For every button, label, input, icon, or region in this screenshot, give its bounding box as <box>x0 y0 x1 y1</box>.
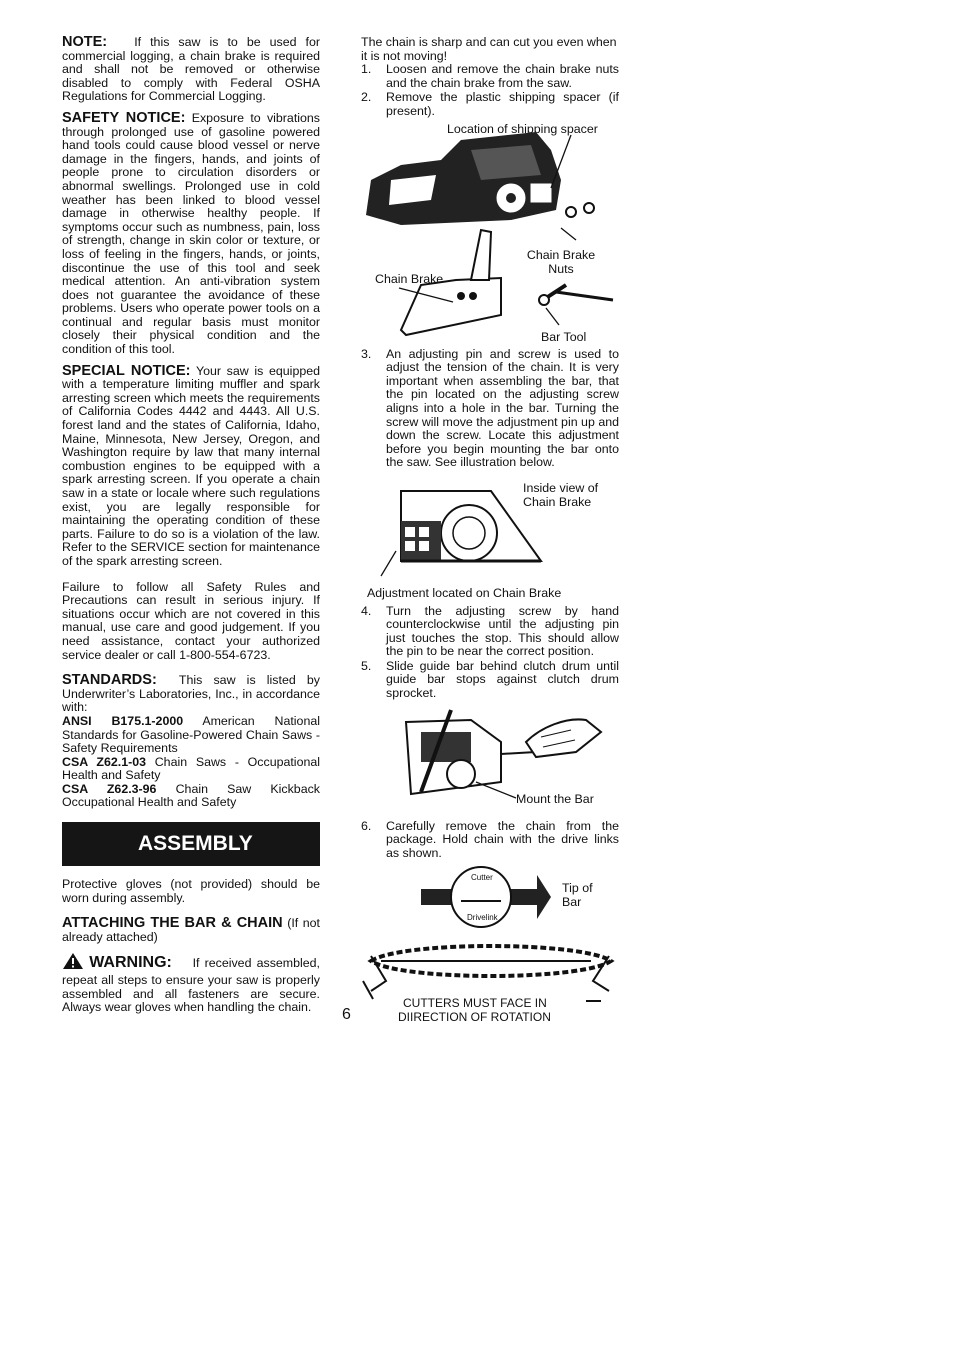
steps-list-a <box>361 63 619 118</box>
attaching-heading: ATTACHING THE BAR & CHAIN <box>62 915 283 932</box>
chain-brake-figure <box>361 120 619 348</box>
step-item: 3. An adjusting pin and screw is used to adjust the tension of the chain. It is very important when assembling the bar, that the pin located on the adjusting screw aligns into a hole in the bar. Turning the screw will move the adjustment pin up and down the screw. Locate this adjustment before you begin mounting the bar onto the saw. See illustration below. <box>361 346 619 470</box>
chain-brake-nuts-label: Chain Brake Nuts <box>526 247 596 276</box>
chain-brake-label: Chain Brake <box>375 271 444 286</box>
chainsaw-illustration <box>361 120 619 348</box>
step-item: 4. Turn the adjusting screw by hand counterclockwise until the adjusting pin just touches the stop. This should allow the pin to be near the correct position. <box>361 603 619 659</box>
assembly-banner <box>62 822 320 866</box>
standard-item <box>62 783 320 810</box>
shipping-spacer-label: Location of shipping spacer <box>447 121 598 136</box>
assembly-title: ASSEMBLY <box>138 832 253 856</box>
mount-bar-label: Mount the Bar <box>516 791 594 806</box>
safety-notice-text: Exposure to vibrations through prolonged use of gasoline powered hand tools could cause blood vessel or nerve damage in the fingers, hands, and joints of people prone to circulation disorders or abnormal swellings. Prolonged use in cold weather has been linked to blood vessel damage in otherwise healthy people. If symptoms occur such as numbness, pain, loss of strength, change in skin color or texture, or loss of feeling in the fingers, hands, or joints, discontinue the use of this tool and seek medical attention. An anti-vibration system does not guarantee the avoidance of these problems. Users who operate power tools on a continual and regular basis must monitor closely their physical condition and the condition of this tool. <box>62 110 320 357</box>
standard-item <box>62 756 320 783</box>
attaching-paragraph <box>62 917 320 944</box>
chain-direction-figure <box>361 861 619 1029</box>
note-paragraph <box>62 36 320 104</box>
special-notice-text: Your saw is equipped with a temperature limiting muffler and spark arresting screen which meets the requirements of California Codes 4442 and 4443. All U.S. forest land and the states of California, Idaho, Maine, Minnesota, New Jersey, Oregon, and Washington require by law that many internal combustion engines to be equipped with a spark arresting screen. If you operate a chain saw in a state or locale where such regulations exist, you are legally responsible for maintaining the operating condition of these parts. Failure to do so is a violation of the law. Refer to the SERVICE section for maintenance of the spark arresting screen. <box>62 363 321 568</box>
special-notice-heading: SPECIAL NOTICE: <box>62 362 191 379</box>
cutters-face-line2: DIIRECTION OF ROTATION <box>398 1010 551 1025</box>
steps-list-c <box>361 605 619 701</box>
left-column <box>62 36 320 1023</box>
standard-code: CSA Z62.3-96 <box>62 781 157 796</box>
mount-bar-figure <box>361 702 619 810</box>
warning-triangle-icon <box>62 952 84 974</box>
standard-text: American National Standards for Gasoline-Powered Chain Saws - Safety Requirements <box>62 713 320 756</box>
tip-of-bar-label: Tip of Bar <box>562 881 593 910</box>
right-column <box>361 36 619 1029</box>
standard-code: CSA Z62.1-03 <box>62 754 147 769</box>
failure-paragraph: Failure to follow all Safety Rules and Precautions can result in serious injury. If situations occur which are not covered in this manual, use care and good judgement. If you need assistance, contact your authorized service dealer or call 1-800-554-6723. <box>62 579 320 662</box>
standard-text: Chain Saws - Occupational Health and Safety <box>62 754 320 783</box>
cutters-face-line1: CUTTERS MUST FACE IN <box>403 996 547 1011</box>
warning-text: If received assembled, repeat all steps to ensure your saw is properly assembled and all fasteners are secure. Always wear gloves when handling the chain. <box>62 956 320 1015</box>
adjustment-caption: Adjustment located on Chain Brake <box>367 585 562 600</box>
standard-code: ANSI B175.1-2000 <box>62 713 184 728</box>
safety-notice-heading: SAFETY NOTICE: <box>62 109 186 126</box>
standards-heading: STANDARDS: <box>62 672 157 689</box>
warning-paragraph <box>62 952 320 1014</box>
standard-item <box>62 715 320 756</box>
gloves-paragraph: Protective gloves (not provided) should be worn during assembly. <box>62 877 320 905</box>
steps-list-b <box>361 348 619 470</box>
note-text: If this saw is to be used for commercial logging, a chain brake is required and shall not be removed or otherwise disabled to comply with Federal OSHA Regulations for Commercial Logging. <box>62 35 320 104</box>
step-item: 1. Loosen and remove the chain brake nuts and the chain brake from the saw. <box>361 62 619 90</box>
page-number: 6 <box>342 1006 351 1023</box>
warning-heading: WARNING: <box>89 954 172 972</box>
attaching-tail: (If not already attached) <box>62 916 320 944</box>
drivelink-label: Drivelink <box>467 913 498 923</box>
step-item: 5. Slide guide bar behind clutch drum until guide bar stops against clutch drum sprocket. <box>361 658 619 701</box>
inside-view-label: Inside view of Chain Brake <box>523 480 599 509</box>
cutter-label: Cutter <box>471 873 493 883</box>
note-heading: NOTE: <box>62 34 108 50</box>
chain-sharp-intro: The chain is sharp and can cut you even when it is not moving! <box>361 35 617 63</box>
step-item: 6. Carefully remove the chain from the package. Hold chain with the drive links as shown. <box>361 818 619 860</box>
step-item: 2. Remove the plastic shipping spacer (if present). <box>361 90 619 118</box>
safety-notice-paragraph <box>62 109 320 357</box>
special-notice-paragraph <box>62 362 321 569</box>
standards-intro <box>62 674 320 715</box>
bar-tool-label: Bar Tool <box>541 329 587 344</box>
inside-chain-brake-figure <box>361 471 619 583</box>
standards-intro-text: This saw is listed by Underwriter’s Laboratories, Inc., in accordance with: <box>62 673 320 715</box>
standard-text: Chain Saw Kickback Occupational Health and Safety <box>62 781 320 810</box>
steps-list-d <box>361 820 619 861</box>
